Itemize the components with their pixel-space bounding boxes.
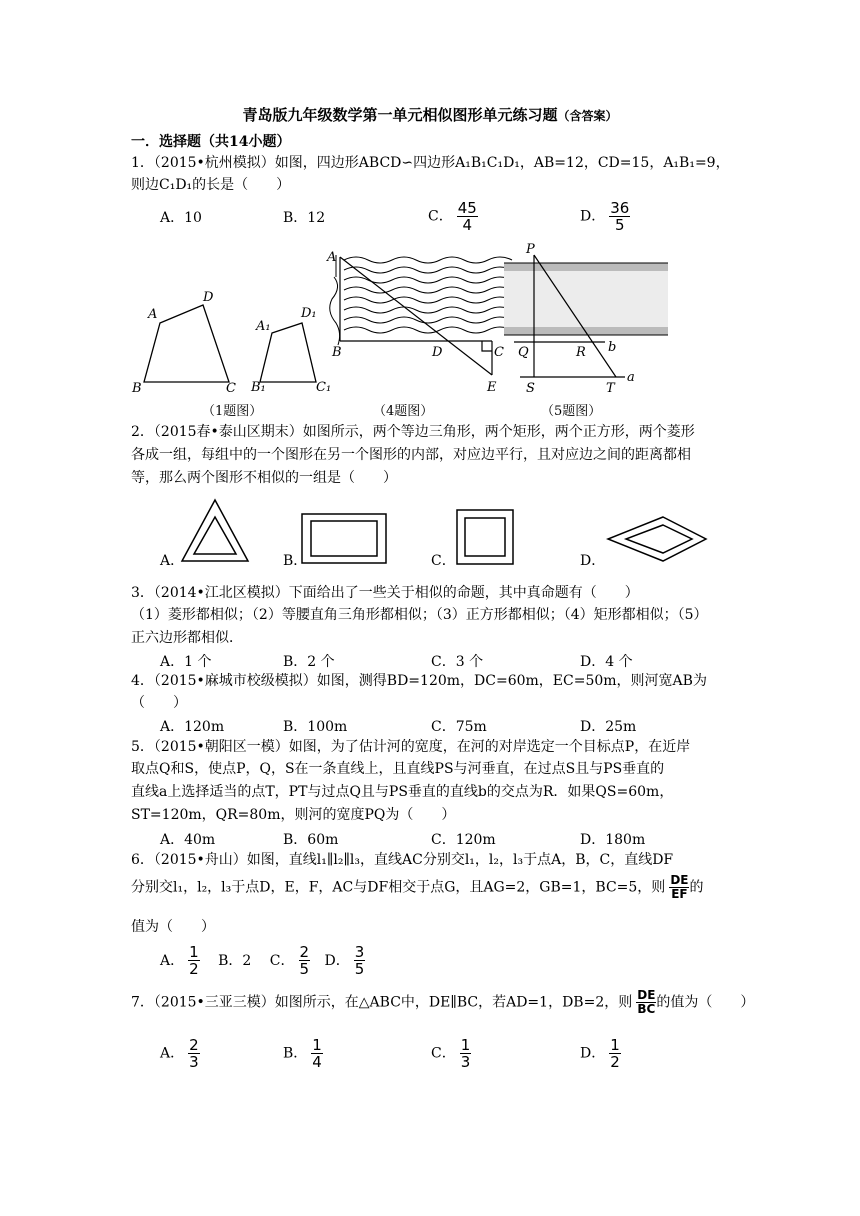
fig4-label-e: E: [487, 380, 497, 395]
fig1-label-a1: A₁: [256, 319, 271, 334]
page-title: 青岛版九年级数学第一单元相似图形单元练习题（含答案）: [242, 106, 618, 124]
fig4-caption: （4题图）: [373, 404, 434, 419]
q6-line3: 值为（ ）: [131, 919, 215, 935]
q6-options: [160, 944, 365, 977]
q4-option-b: B．100m: [283, 719, 348, 735]
q4-line1: 4．（2015•麻城市校级模拟）如图，测得BD=120m，DC=60m，EC=50m，则河宽AB为: [131, 673, 707, 689]
fig5-label-a: a: [627, 370, 635, 385]
q1-option-a: A．10: [160, 210, 202, 226]
fig1-label-b: B: [132, 381, 142, 396]
q3-line2: （1）菱形都相似；（2）等腰直角三角形都相似；（3）正方形都相似；（4）矩形都相似；（5）: [131, 607, 708, 623]
q5-option-a: A．40m: [160, 832, 216, 848]
fig5-label-b: b: [608, 340, 617, 355]
q6-option-a: A． $\frac{1}{2}$: [160, 943, 199, 978]
section-heading: 一．选择题（共14小题）: [131, 134, 291, 150]
q5-option-b: B．60m: [283, 832, 339, 848]
q2-option-c: C．: [431, 553, 456, 569]
q2-rect-inner: [311, 521, 377, 556]
q1-option-d: D． $\frac{36}{5}$: [580, 199, 630, 234]
q2-triangle-outer: [182, 500, 248, 561]
fig5-river: [504, 263, 668, 335]
q6-option-d: D． $\frac{3}{5}$: [324, 943, 365, 978]
q5-line1: 5．（2015•朝阳区一模）如图，为了估计河的宽度，在河的对岸选定一个目标点P，在近岸: [131, 739, 691, 755]
q3-line3: 正六边形都相似．: [131, 630, 243, 646]
q5-line3: 直线a上选择适当的点T，PT与过点Q且与PS垂直的直线b的交点为R．如果QS=60m，: [131, 784, 674, 800]
fig4-label-d: D: [432, 345, 443, 360]
q5-option-d: D．180m: [580, 832, 646, 848]
fig1-caption: （1题图）: [202, 404, 263, 419]
fig5-label-t: T: [606, 381, 615, 396]
q4-option-a: A．120m: [160, 719, 225, 735]
q4-option-c: C．75m: [431, 719, 487, 735]
q6-option-c: C． $\frac{2}{5}$: [269, 943, 310, 978]
fig4-lines: [340, 257, 492, 375]
fig5-label-r: R: [576, 345, 586, 360]
q6-option-b: B．2: [218, 952, 252, 969]
q3-option-c: C．3 个: [431, 654, 484, 670]
q7-line1: 7．（2015•三亚三模）如图所示，在△ABC中，DE∥BC，若AD=1，DB=2，则 $\frac{DE}{BC}$ 的值为（ ）: [131, 988, 755, 1016]
fig4-label-c: C: [494, 345, 504, 360]
q4-option-d: D．25m: [580, 719, 637, 735]
fig5-caption: （5题图）: [541, 404, 602, 419]
q1-line1: 1．（2015•杭州模拟）如图，四边形ABCD∽四边形A₁B₁C₁D₁，AB=12，CD=15，A₁B₁=9，: [131, 155, 730, 171]
fig4-label-b: B: [332, 345, 342, 360]
q1-option-b: B．12: [283, 210, 326, 226]
q2-square-inner: [465, 518, 505, 556]
fig1-label-c1: C₁: [316, 380, 332, 395]
q5-line4: ST=120m，QR=80m，则河的宽度PQ为（ ）: [131, 807, 456, 823]
fig4-river: [330, 255, 512, 345]
q2-line2: 各成一组，每组中的一个图形在另一个图形的内部，对应边平行，且对应边之间的距离都相: [131, 447, 691, 463]
q1-option-c: C． $\frac{45}{4}$: [428, 199, 477, 234]
q3-line1: 3．（2014•江北区模拟）下面给出了一些关于相似的命题，其中真命题有（ ）: [131, 585, 639, 601]
q6-line1: 6．（2015•舟山）如图，直线l₁∥l₂∥l₃，直线AC分别交l₁，l₂，l₃于点A，B，C，直线DF: [131, 852, 674, 868]
fig1-label-b1: B₁: [251, 380, 266, 395]
q2-option-d: D．: [580, 553, 606, 569]
q1-line2: 则边C₁D₁的长是（ ）: [131, 177, 291, 193]
fig1-label-c: C: [226, 381, 236, 396]
fig1-label-d1: D₁: [301, 306, 317, 321]
q2-rhombus-inner: [626, 525, 692, 553]
q6-line2: 分别交l₁，l₂，l₃于点D，E，F，AC与DF相交于点G，且AG=2，GB=1，BC=5，则 $\frac{DE}{EF}$ 的: [131, 873, 704, 901]
figure-row: [0, 235, 860, 420]
fig1-label-a: A: [148, 307, 158, 322]
fig5-label-p: P: [526, 242, 535, 257]
q4-line2: （ ）: [131, 695, 187, 711]
fig5-label-s: S: [526, 381, 535, 396]
q7-option-b: B． $\frac{1}{4}$: [283, 1036, 322, 1071]
fig1-label-d: D: [203, 290, 214, 305]
q7-option-d: D． $\frac{1}{2}$: [580, 1036, 620, 1071]
fig4-label-a: A: [327, 250, 337, 265]
fig1-quadrilaterals: [144, 305, 316, 382]
q7-option-a: A． $\frac{2}{3}$: [160, 1036, 199, 1071]
q2-triangle-inner: [194, 517, 236, 554]
q5-line2: 取点Q和S，使点P，Q，S在一条直线上，且直线PS与河垂直，在过点S且与PS垂直的: [131, 761, 665, 777]
q2-option-a: A．: [160, 553, 185, 569]
q3-option-b: B．2 个: [283, 654, 335, 670]
q3-option-d: D．4 个: [580, 654, 633, 670]
q2-line3: 等，那么两个图形不相似的一组是（ ）: [131, 470, 397, 486]
q2-shapes: [0, 495, 860, 575]
fig5-label-q: Q: [518, 345, 529, 360]
q3-option-a: A．1 个: [160, 654, 212, 670]
q2-line1: 2．（2015春•泰山区期末）如图所示，两个等边三角形，两个矩形，两个正方形，两个菱形: [131, 424, 695, 440]
q2-option-b: B．: [283, 553, 308, 569]
q5-option-c: C．120m: [431, 832, 496, 848]
q7-option-c: C． $\frac{1}{3}$: [431, 1036, 471, 1071]
